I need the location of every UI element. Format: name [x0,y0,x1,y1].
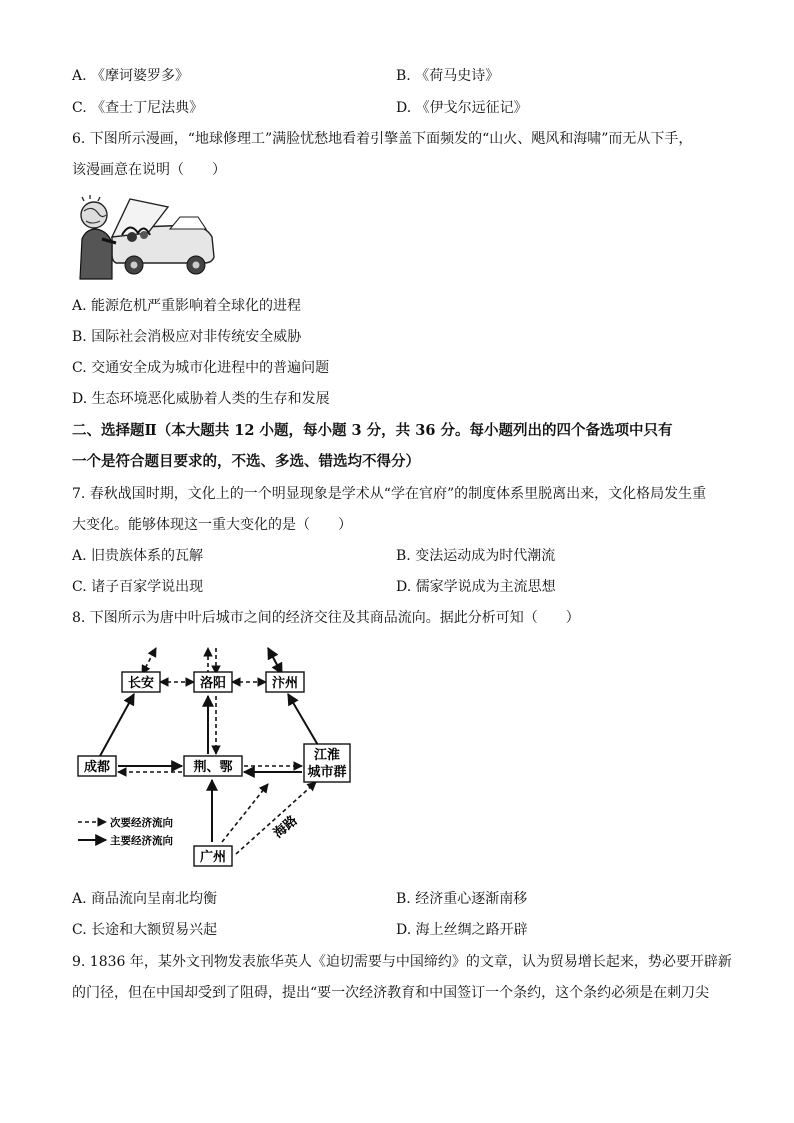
legend-secondary: 次要经济流向 [110,817,173,829]
node-guangzhou: 广州 [199,850,227,865]
q8-option-d: D. 海上丝绸之路开辟 [396,922,528,938]
earth-repairman-cartoon [72,193,218,281]
flow-guangzhou-jinge-dashed [222,784,268,842]
flow-guangzhou-jianghuai [236,782,316,854]
q7-option-a: A. 旧贵族体系的瓦解 [72,548,204,564]
q6-option-d: D. 生态环境恶化威胁着人类的生存和发展 [72,391,330,407]
section2-heading-line1: 二、选择题Ⅱ（本大题共 12 小题，每小题 3 分，共 36 分。每小题列出的四个备选项中只有 [72,422,673,439]
q8-stem: 8. 下图所示为唐中叶后城市之间的经济交往及其商品流向。据此分析可知（ ） [72,610,580,626]
q6-stem-line1: 6. 下图所示漫画，“地球修理工”满脸忧愁地看着引擎盖下面频发的“山火、飓风和海啸”而无从下手， [72,131,693,147]
q7-option-d: D. 儒家学说成为主流思想 [396,579,556,595]
q6-option-c: C. 交通安全成为城市化进程中的普遍问题 [72,360,330,376]
flow-bianzhou-north [268,648,282,674]
sea-route-label: 海路 [270,813,301,842]
q8-option-c: C. 长途和大额贸易兴起 [72,922,218,938]
q8-option-b: B. 经济重心逐渐南移 [396,891,528,907]
q5-option-d: D. 《伊戈尔远征记》 [396,100,528,116]
q6-stem-line2: 该漫画意在说明（ ） [72,162,226,178]
flow-chengdu-changan [100,694,134,756]
q7-option-b: B. 变法运动成为时代潮流 [396,548,556,564]
node-jianghuai-line1: 江淮 [313,748,341,763]
flow-changan-north [142,648,156,674]
section2-heading-line2: 一个是符合题目要求的，不选、多选、错选均不得分） [72,453,420,470]
node-jinge: 荆、鄂 [193,760,233,775]
node-changan: 长安 [127,676,155,691]
q7-stem-line2: 大变化。能够体现这一重大变化的是（ ） [72,517,352,533]
q5-option-c: C. 《查士丁尼法典》 [72,100,204,116]
q7-stem-line1: 7. 春秋战国时期，文化上的一个明显现象是学术从“学在官府”的制度体系里脱离出来，文化格局发生重 [72,486,707,502]
legend-primary: 主要经济流向 [110,835,173,847]
node-bianzhou: 汴州 [271,676,299,691]
q7-option-c: C. 诸子百家学说出现 [72,579,204,595]
node-jianghuai-line2: 城市群 [307,765,347,780]
node-chengdu: 成都 [83,760,111,775]
tang-trade-flow-diagram [72,642,356,874]
q5-option-b: B. 《荷马史诗》 [396,68,500,84]
q6-option-a: A. 能源危机严重影响着全球化的进程 [72,298,302,314]
q9-stem-line2: 的门径，但在中国却受到了阻碍，提出“要一次经济教育和中国签订一个条约，这个条约必须是在刺刀尖 [72,985,710,1001]
q5-option-a: A. 《摩诃婆罗多》 [72,68,190,84]
flow-jianghuai-bianzhou [288,694,322,752]
q6-option-b: B. 国际社会消极应对非传统安全威胁 [72,329,302,345]
q8-option-a: A. 商品流向呈南北均衡 [72,891,218,907]
q9-stem-line1: 9. 1836 年，某外文刊物发表旅华英人《迫切需要与中国缔约》的文章，认为贸易增长起来，势必要开辟新 [72,954,732,970]
node-luoyang: 洛阳 [199,676,227,691]
